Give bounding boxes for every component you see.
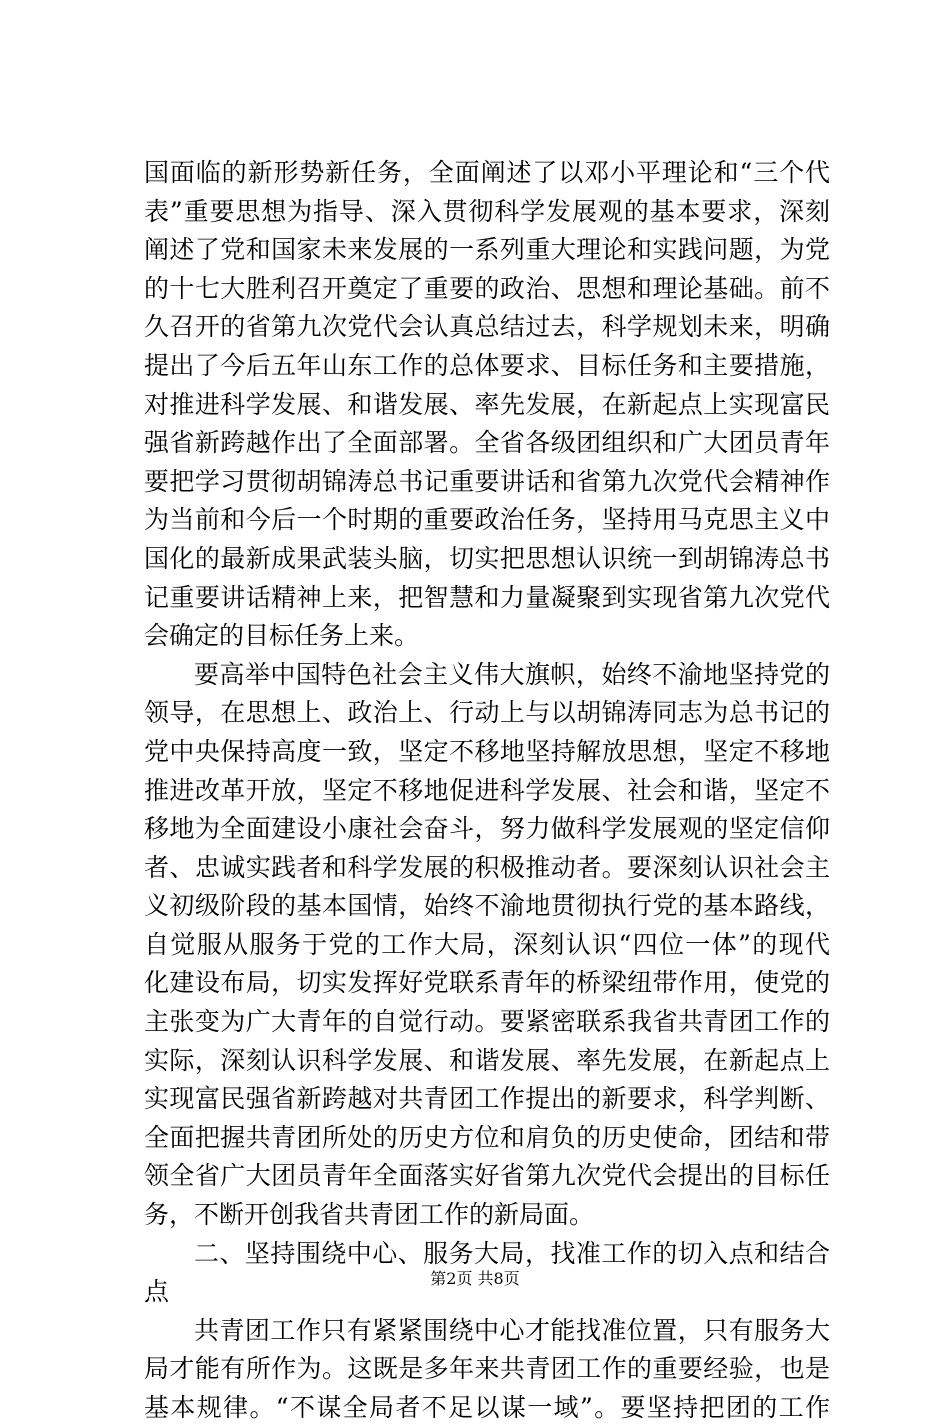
text-line: 阐述了党和国家未来发展的一系列重大理论和实践问题，为党 [144,235,830,265]
text-line: 记重要讲话精神上来，把智慧和力量凝聚到实现省第九次党代 [144,582,830,612]
text-line: 实际，深刻认识科学发展、和谐发展、率先发展，在新起点上 [144,1045,830,1075]
text-line: 久召开的省第九次党代会认真总结过去，科学规划未来，明确 [144,312,830,342]
text-line: 要高举中国特色社会主义伟大旗帜，始终不渝地坚持党的 [194,659,830,689]
text-line: 局才能有所作为。这既是多年来共青团工作的重要经验，也是 [144,1354,830,1384]
text-line: 领导，在思想上、政治上、行动上与以胡锦涛同志为总书记的 [144,698,830,728]
text-line: 对推进科学发展、和谐发展、率先发展，在新起点上实现富民 [144,389,830,419]
page-footer: 第2页 共8页 [430,1269,520,1288]
text-line: 化建设布局，切实发挥好党联系青年的桥梁纽带作用，使党的 [144,968,830,998]
text-line: 者、忠诚实践者和科学发展的积极推动者。要深刻认识社会主 [144,852,830,882]
text-line: 全面把握共青团所处的历史方位和肩负的历史使命，团结和带 [144,1122,830,1152]
text-line: 党中央保持高度一致，坚定不移地坚持解放思想，坚定不移地 [144,736,830,766]
text-line: 实现富民强省新跨越对共青团工作提出的新要求，科学判断、 [144,1084,830,1114]
text-line: 强省新跨越作出了全面部署。全省各级团组织和广大团员青年 [144,428,830,458]
text-line: 主张变为广大青年的自觉行动。要紧密联系我省共青团工作的 [144,1007,830,1037]
text-line: 国面临的新形势新任务，全面阐述了以邓小平理论和“三个代 [144,158,830,187]
text-line: 会确定的目标任务上来。 [144,621,420,651]
text-line: 国化的最新成果武装头脑，切实把思想认识统一到胡锦涛总书 [144,543,830,573]
text-line: 为当前和今后一个时期的重要政治任务，坚持用马克思主义中 [144,505,830,535]
text-line: 基本规律。“不谋全局者不足以谋一域”。要坚持把团的工作 [144,1393,830,1422]
body-text [144,154,830,1428]
text-line: 点 [144,1277,170,1307]
text-line: 二、坚持围绕中心、服务大局，找准工作的切入点和结合 [194,1238,830,1268]
text-line: 推进改革开放，坚定不移地促进科学发展、社会和谐，坚定不 [144,775,830,805]
text-line: 领全省广大团员青年全面落实好省第九次党代会提出的目标任 [144,1161,830,1191]
text-line: 的十七大胜利召开奠定了重要的政治、思想和理论基础。前不 [144,273,830,303]
text-line: 自觉服从服务于党的工作大局，深刻认识“四位一体”的现代 [144,929,830,959]
text-line: 义初级阶段的基本国情，始终不渝地贯彻执行党的基本路线， [144,891,830,921]
text-line: 提出了今后五年山东工作的总体要求、目标任务和主要措施， [144,350,830,380]
text-line: 表”重要思想为指导、深入贯彻科学发展观的基本要求，深刻 [144,196,830,226]
text-line: 务，不断开创我省共青团工作的新局面。 [144,1200,595,1230]
text-line: 要把学习贯彻胡锦涛总书记重要讲话和省第九次党代会精神作 [144,466,830,496]
text-line: 共青团工作只有紧紧围绕中心才能找准位置，只有服务大 [194,1315,830,1345]
text-line: 移地为全面建设小康社会奋斗，努力做科学发展观的坚定信仰 [144,814,830,844]
